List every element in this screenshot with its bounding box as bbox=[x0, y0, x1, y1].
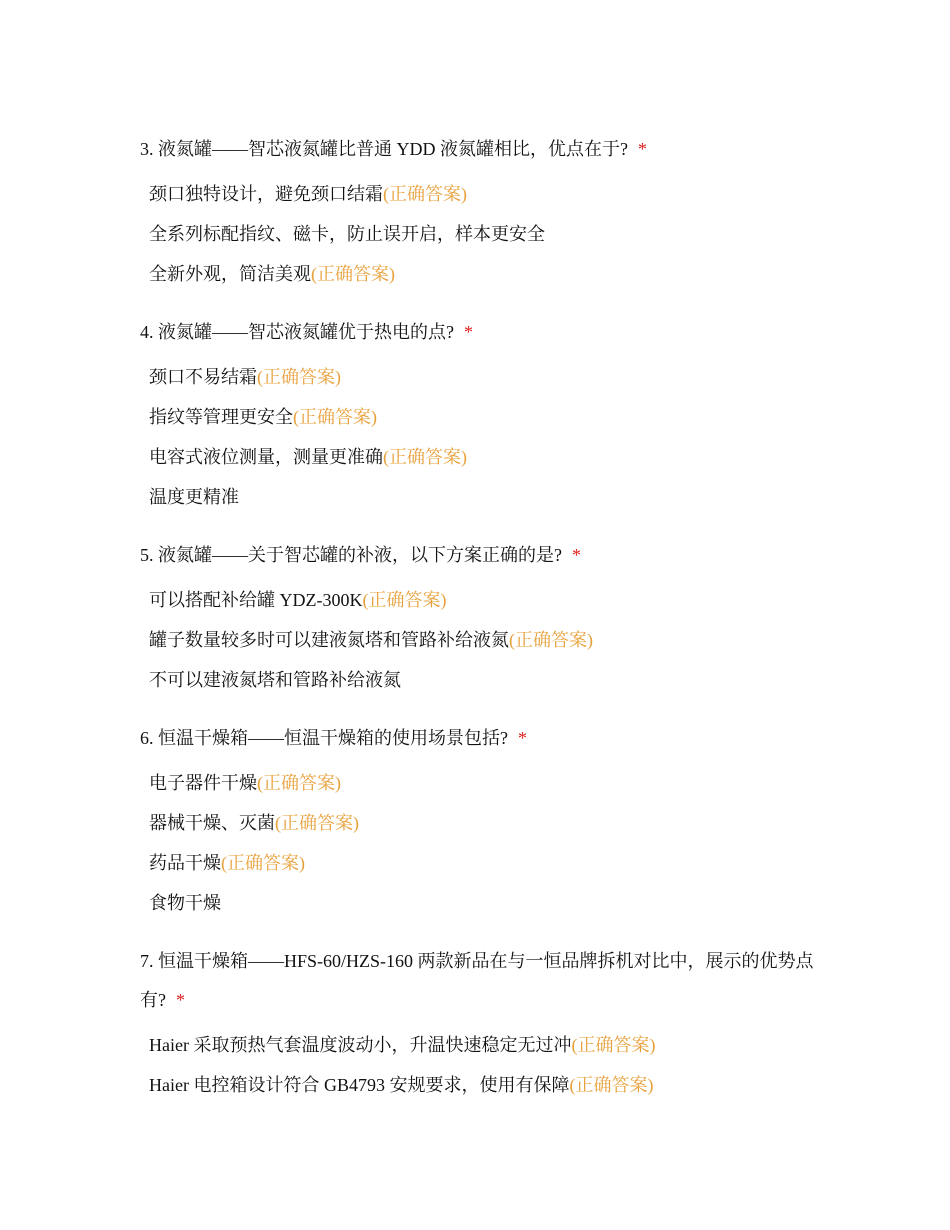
option-item bbox=[140, 254, 820, 294]
correct-answer-tag: (正确答案) bbox=[509, 630, 593, 650]
question-title bbox=[140, 536, 820, 575]
question-title bbox=[140, 719, 820, 758]
question-list bbox=[140, 130, 820, 1124]
option-text: 全系列标配指纹、磁卡，防止误开启，样本更安全 bbox=[149, 224, 545, 244]
option-text: 不可以建液氮塔和管路补给液氮 bbox=[149, 670, 401, 690]
question-block bbox=[140, 130, 820, 294]
option-text: 电子器件干燥 bbox=[149, 773, 257, 793]
correct-answer-tag: (正确答案) bbox=[257, 367, 341, 387]
required-mark: * bbox=[464, 322, 473, 342]
required-mark: * bbox=[637, 139, 647, 159]
question-title bbox=[140, 942, 820, 1020]
question-text: 7. 恒温干燥箱——HFS-60/HZS-160 两款新品在与一恒品牌拆机对比中，展示的优势点有? bbox=[140, 951, 814, 1010]
option-item bbox=[140, 803, 820, 843]
correct-answer-tag: (正确答案) bbox=[257, 773, 341, 793]
option-item bbox=[140, 214, 820, 254]
option-text: 指纹等管理更安全 bbox=[149, 407, 293, 427]
correct-answer-tag: (正确答案) bbox=[275, 813, 359, 833]
required-mark: * bbox=[176, 990, 185, 1010]
question-title bbox=[140, 130, 820, 169]
option-text: 可以搭配补给罐 YDZ-300K bbox=[149, 590, 363, 610]
question-text: 6. 恒温干燥箱——恒温干燥箱的使用场景包括? bbox=[140, 728, 508, 748]
question-block bbox=[140, 313, 820, 517]
option-item bbox=[140, 174, 820, 214]
correct-answer-tag: (正确答案) bbox=[293, 407, 377, 427]
option-item bbox=[140, 843, 820, 883]
option-text: 颈口独特设计，避免颈口结霜 bbox=[149, 184, 383, 204]
option-item bbox=[140, 660, 820, 700]
option-text: 药品干燥 bbox=[149, 853, 221, 873]
option-text: 电容式液位测量，测量更准确 bbox=[149, 447, 383, 467]
correct-answer-tag: (正确答案) bbox=[362, 590, 447, 610]
option-text: 罐子数量较多时可以建液氮塔和管路补给液氮 bbox=[149, 630, 509, 650]
option-item bbox=[140, 477, 820, 517]
correct-answer-tag: (正确答案) bbox=[311, 264, 395, 284]
required-mark: * bbox=[518, 728, 527, 748]
option-item bbox=[140, 1025, 820, 1065]
option-item bbox=[140, 357, 820, 397]
option-text: 全新外观，简洁美观 bbox=[149, 264, 311, 284]
option-text: 颈口不易结霜 bbox=[149, 367, 257, 387]
option-text: 食物干燥 bbox=[149, 893, 221, 913]
option-item bbox=[140, 580, 820, 620]
question-text: 4. 液氮罐——智芯液氮罐优于热电的点? bbox=[140, 322, 454, 342]
correct-answer-tag: (正确答案) bbox=[383, 184, 467, 204]
option-text: 器械干燥、灭菌 bbox=[149, 813, 275, 833]
option-item bbox=[140, 437, 820, 477]
option-item bbox=[140, 397, 820, 437]
question-block bbox=[140, 719, 820, 923]
question-text: 5. 液氮罐——关于智芯罐的补液，以下方案正确的是? bbox=[140, 545, 562, 565]
question-block bbox=[140, 942, 820, 1105]
option-text: 温度更精准 bbox=[149, 487, 239, 507]
required-mark: * bbox=[572, 545, 581, 565]
question-block bbox=[140, 536, 820, 700]
option-text: Haier 采取预热气套温度波动小，升温快速稳定无过冲 bbox=[149, 1035, 572, 1055]
option-item bbox=[140, 883, 820, 923]
option-text: Haier 电控箱设计符合 GB4793 安规要求，使用有保障 bbox=[149, 1075, 570, 1095]
correct-answer-tag: (正确答案) bbox=[569, 1075, 654, 1095]
correct-answer-tag: (正确答案) bbox=[383, 447, 467, 467]
correct-answer-tag: (正确答案) bbox=[221, 853, 305, 873]
option-item bbox=[140, 1065, 820, 1105]
correct-answer-tag: (正确答案) bbox=[571, 1035, 656, 1055]
option-item bbox=[140, 620, 820, 660]
question-text: 3. 液氮罐——智芯液氮罐比普通 YDD 液氮罐相比，优点在于? bbox=[140, 139, 628, 159]
option-item bbox=[140, 763, 820, 803]
question-title bbox=[140, 313, 820, 352]
